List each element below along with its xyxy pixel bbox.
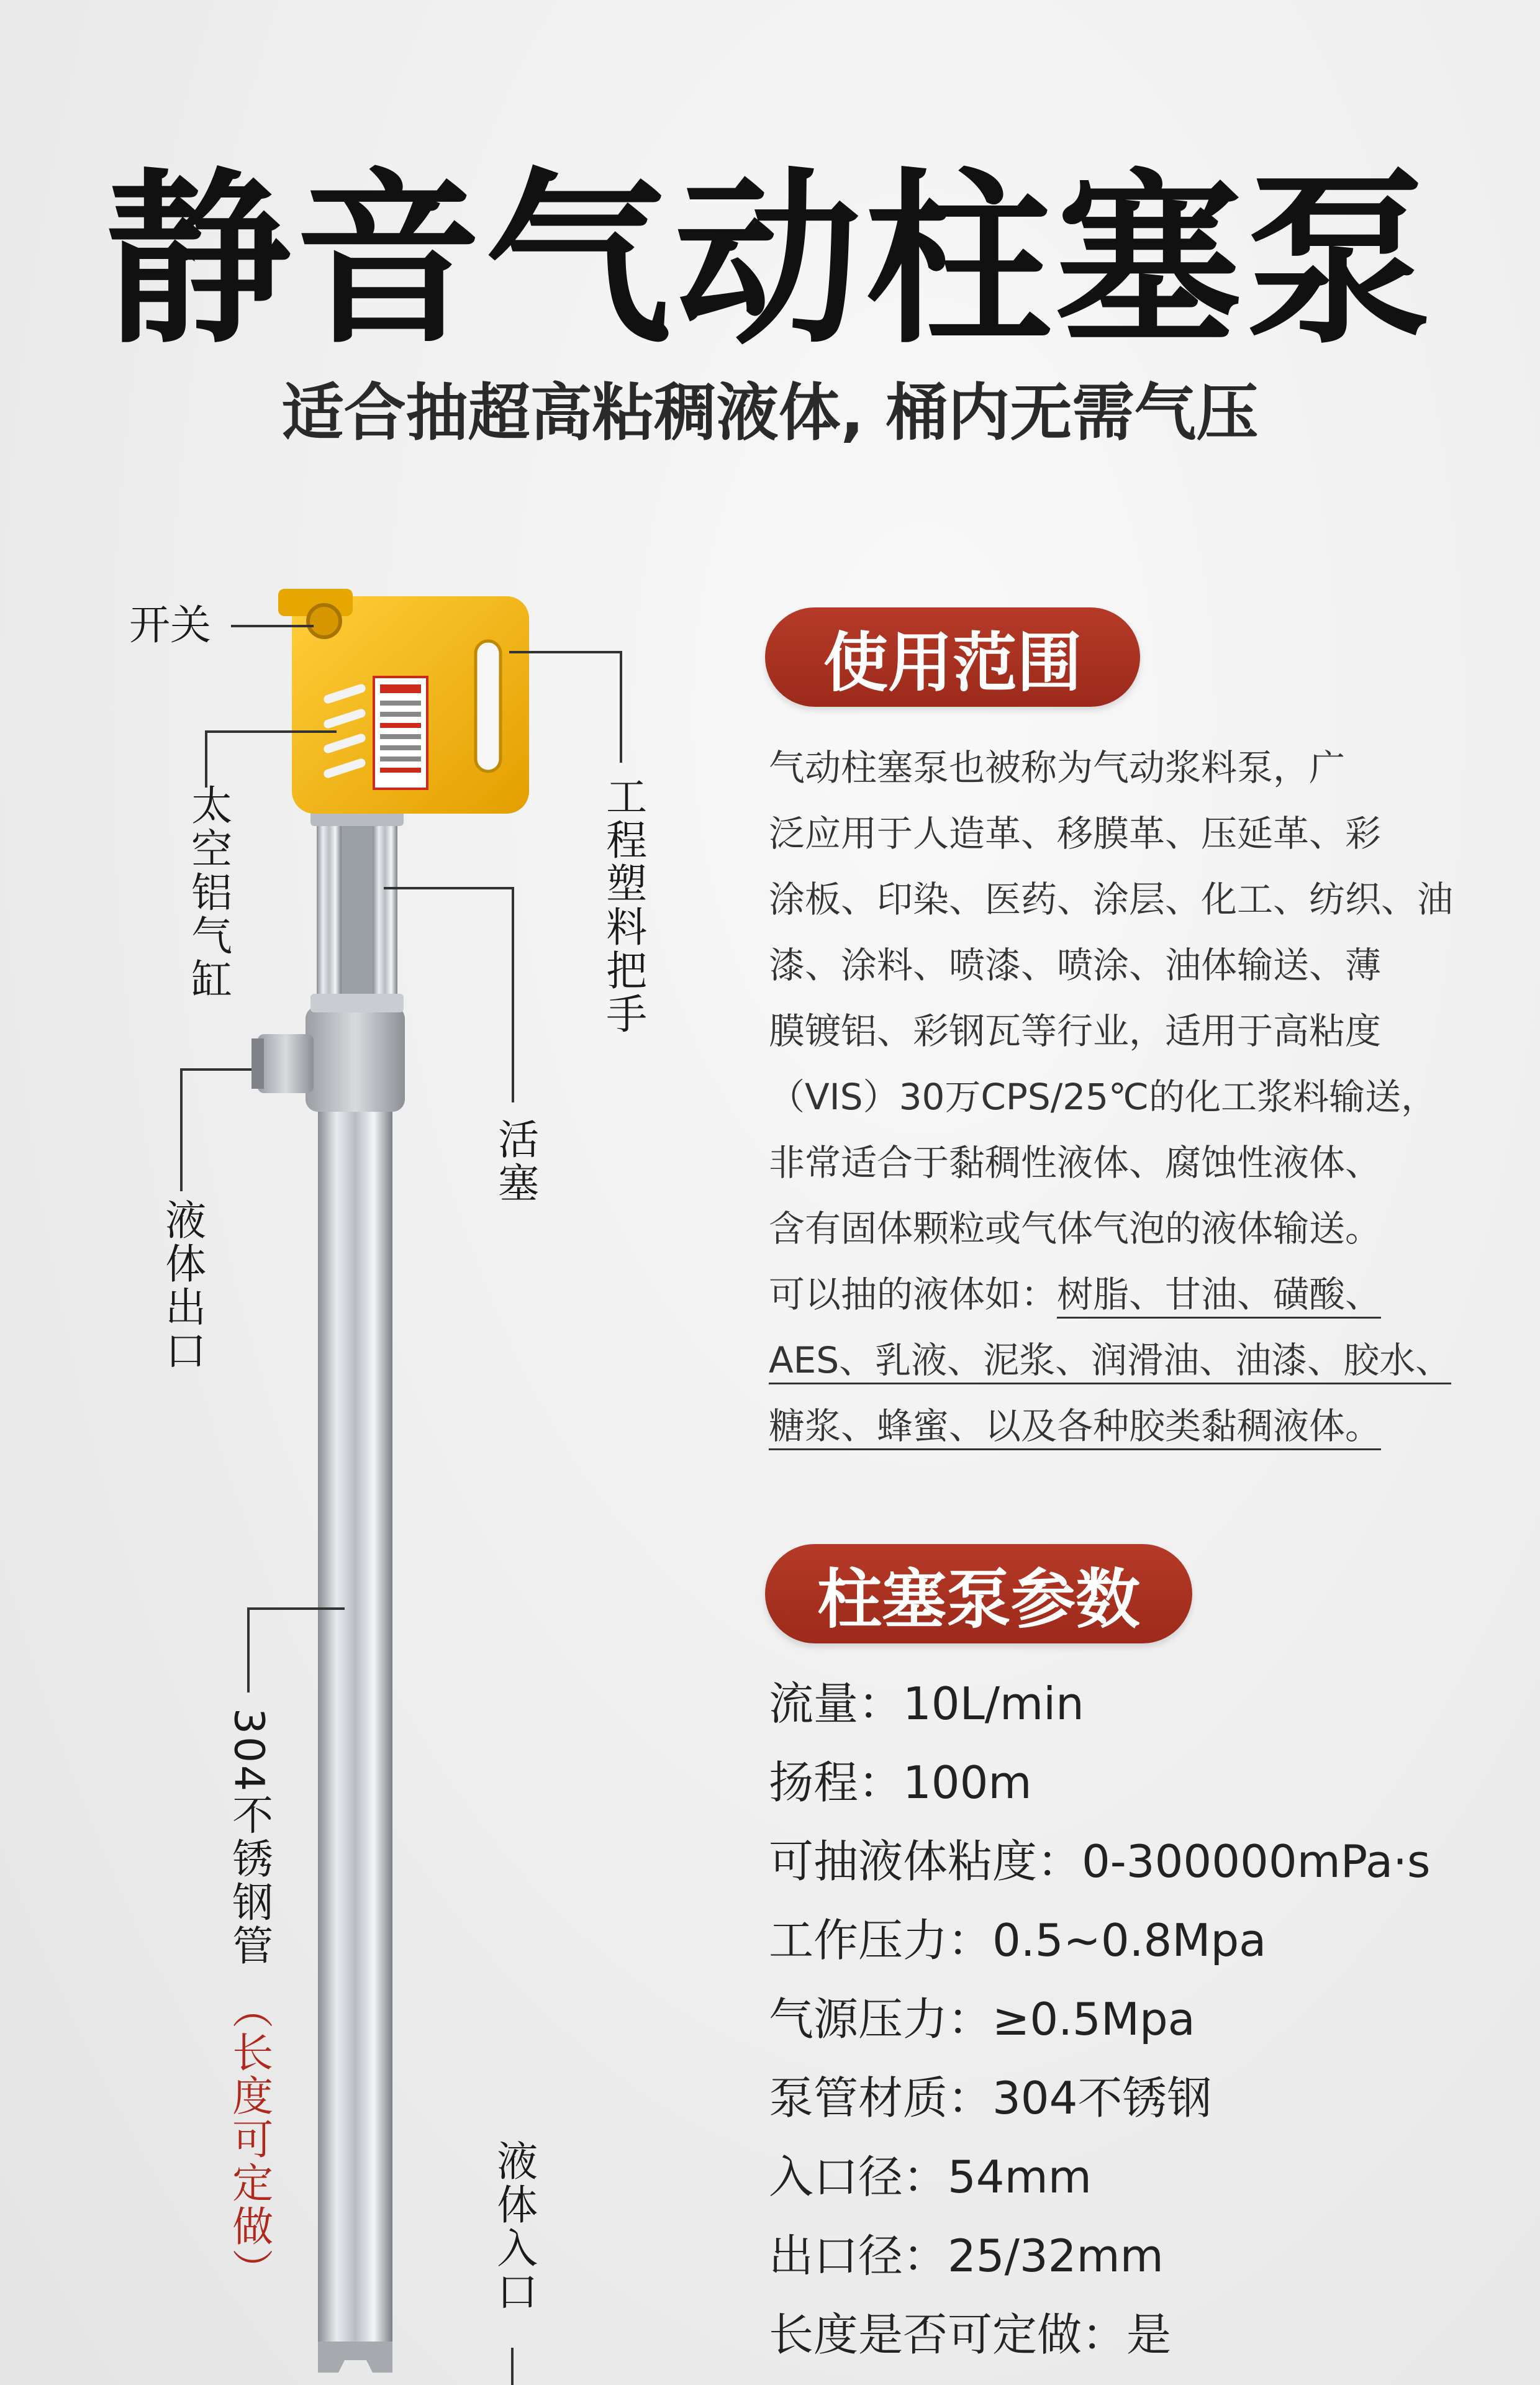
param-head: 扬程：100m — [769, 1756, 1032, 1809]
usage-heading: 使用范围 — [765, 607, 1140, 707]
usage-line: 非常适合于黏稠性液体、腐蚀性液体、 — [769, 1142, 1382, 1184]
usage-line: 泛应用于人造革、移膜革、压延革、彩 — [769, 812, 1382, 855]
usage-line: 气动柱塞泵也被称为气动浆料泵，广 — [769, 747, 1346, 789]
outlet-port — [258, 1034, 314, 1093]
piston-center — [342, 807, 373, 1012]
switch-knob — [308, 605, 340, 637]
callout-handle: 工程塑料把手 — [599, 775, 647, 1036]
liquids-list-1: 树脂、甘油、磺酸、 — [1057, 1273, 1381, 1319]
callout-outlet: 液体出口 — [158, 1199, 206, 1373]
usage-line: 漆、涂料、喷漆、喷涂、油体输送、薄 — [769, 944, 1382, 986]
callout-cylinder: 太空铝气缸 — [184, 784, 232, 1001]
param-air-pressure: 气源压力：≥0.5Mpa — [769, 1993, 1195, 2045]
handle-slot — [476, 641, 500, 771]
usage-line: （VIS）30万CPS/25℃的化工浆料输送， — [769, 1076, 1438, 1118]
usage-liquids-line — [769, 1327, 1464, 1393]
param-viscosity: 可抽液体粘度：0-300000mPa·s — [769, 1835, 1431, 1888]
steel-tube — [318, 1093, 392, 2354]
usage-description — [769, 735, 1464, 1459]
param-work-pressure: 工作压力：0.5~0.8Mpa — [769, 1914, 1267, 1966]
usage-liquids-line — [769, 1393, 1464, 1459]
usage-line: 含有固体颗粒或气体气泡的液体输送。 — [769, 1207, 1382, 1250]
page-title: 静音气动柱塞泵 — [105, 152, 1435, 369]
usage-line: 膜镀铝、彩钢瓦等行业，适用于高粘度 — [769, 1010, 1382, 1052]
param-outlet-diameter: 出口径：25/32mm — [769, 2230, 1164, 2282]
callout-switch: 开关 — [129, 601, 211, 649]
tube-inlet-end — [318, 2342, 392, 2373]
param-material: 泵管材质：304不锈钢 — [769, 2072, 1212, 2124]
outlet-fitting-body — [306, 1006, 405, 1112]
page-subtitle: 适合抽超高粘稠液体, 桶内无需气压 — [281, 376, 1259, 449]
piston-rod-left — [317, 807, 342, 1012]
callout-tube-note: （长度可定做） — [225, 1988, 273, 2292]
piston-rod-right — [373, 807, 397, 1012]
callout-inlet: 液体入口 — [489, 2140, 538, 2314]
callout-tube: 304不锈钢管 — [225, 1708, 273, 1968]
param-flow: 流量：10L/min — [769, 1678, 1084, 1730]
liquids-prefix: 可以抽的液体如： — [769, 1273, 1058, 1315]
params-heading: 柱塞泵参数 — [765, 1544, 1192, 1643]
liquids-list-2: AES、乳液、泥浆、润滑油、油漆、胶水、 — [769, 1339, 1451, 1384]
liquids-list-3: 糖浆、蜂蜜、以及各种胶类黏稠液体。 — [769, 1405, 1381, 1450]
callout-piston: 活塞 — [491, 1118, 539, 1205]
param-customizable: 长度是否可定做：是 — [769, 2309, 1172, 2361]
param-inlet-diameter: 入口径：54mm — [769, 2151, 1092, 2203]
usage-liquids-line — [769, 1261, 1464, 1327]
usage-line: 涂板、印染、医药、涂层、化工、纺织、油 — [769, 878, 1454, 920]
params-list — [769, 1665, 1526, 2374]
